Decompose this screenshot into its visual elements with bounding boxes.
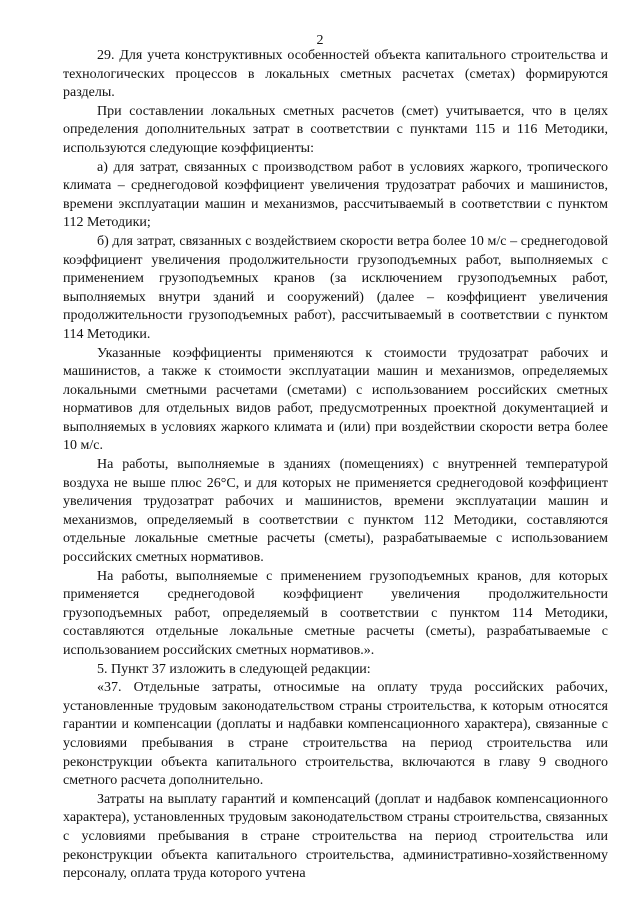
page-number: 2 [316,33,324,48]
paragraph-item-5: 5. Пункт 37 изложить в следующей редакции: [97,661,371,677]
paragraph-indoor-works: На работы, выполняемые в зданиях (помещениях) с внутренней температурой воздуха не выше плюс 26°С, и для которых не применяется среднегодовой коэффициент увеличения трудозатрат рабочих и машинистов, времени эксплуатации машин и механизмов, определяемый в соответствии с пунктом 112 Методики, составляются отдельные локальные сметные расчеты (сметы), разрабатываемые с использованием российских сметных нормативов. [63,457,608,566]
paragraph-coefficients-intro: При составлении локальных сметных расчетов (смет) учитывается, что в целях определения дополнительных затрат в соответствии с пунктами 115 и 116 Методики, используются следующие коэффициенты: [63,103,608,156]
document-body [63,47,608,884]
paragraph-coefficients-applied: Указанные коэффициенты применяются к стоимости трудозатрат рабочих и машинистов, а также к стоимости эксплуатации машин и механизмов, определяемых локальными сметными расчетами (сметами) с использованием российских сметных нормативов для отдельных видов работ, предусмотренных проектной документацией и выполняемых в условиях жаркого климата и (или) при воздействии скорости ветра более 10 м/с. [63,345,608,454]
paragraph-item-a: а) для затрат, связанных с производством работ в условиях жаркого, тропического климата – среднегодовой коэффициент увеличения трудозатрат рабочих и машинистов, времени эксплуатации машин и механизмов, рассчитываемый в соответствии с пунктом 112 Методики; [63,159,608,231]
paragraph-29: 29. Для учета конструктивных особенностей объекта капитального строительства и технологических процессов в локальных сметных расчетах (сметах) формируются разделы. [63,48,608,101]
paragraph-crane-works: На работы, выполняемые с применением грузоподъемных кранов, для которых применяется среднегодовой коэффициент увеличения продолжительности грузоподъемных работ, определяемый в соответствии с пунктом 114 Методики, составляются отдельные локальные сметные расчеты (сметы), разрабатываемые с использованием российских сметных нормативов.». [63,568,608,658]
paragraph-item-b: б) для затрат, связанных с воздействием скорости ветра более 10 м/с – среднегодовой коэффициент увеличения продолжительности грузоподъемных работ, выполняемых с применением грузоподъемных кранов (за исключением грузоподъемных работ, выполняемых внутри зданий и сооружений) (далее – коэффициент увеличения продолжительности грузоподъемных работ), рассчитываемый в соответствии с пунктом 114 Методики. [63,233,608,342]
paragraph-37: «37. Отдельные затраты, относимые на оплату труда российских рабочих, установленные трудовым законодательством страны строительства, к которым относятся гарантии и компенсации (доплаты и надбавки компенсационного характера), связанные с условиями пребывания в стране строительства на период строительства или реконструкции объекта капитального строительства, включаются в главу 9 сводного сметного расчета дополнительно. [63,680,608,789]
paragraph-guarantees-costs: Затраты на выплату гарантий и компенсаций (доплат и надбавок компенсационного характера), установленных трудовым законодательством страны строительства, связанных с условиями пребывания в стране строительства на период строительства или реконструкции объекта капитального строительства, административно-хозяйственному персоналу, оплата труда которого учтена [63,791,608,882]
